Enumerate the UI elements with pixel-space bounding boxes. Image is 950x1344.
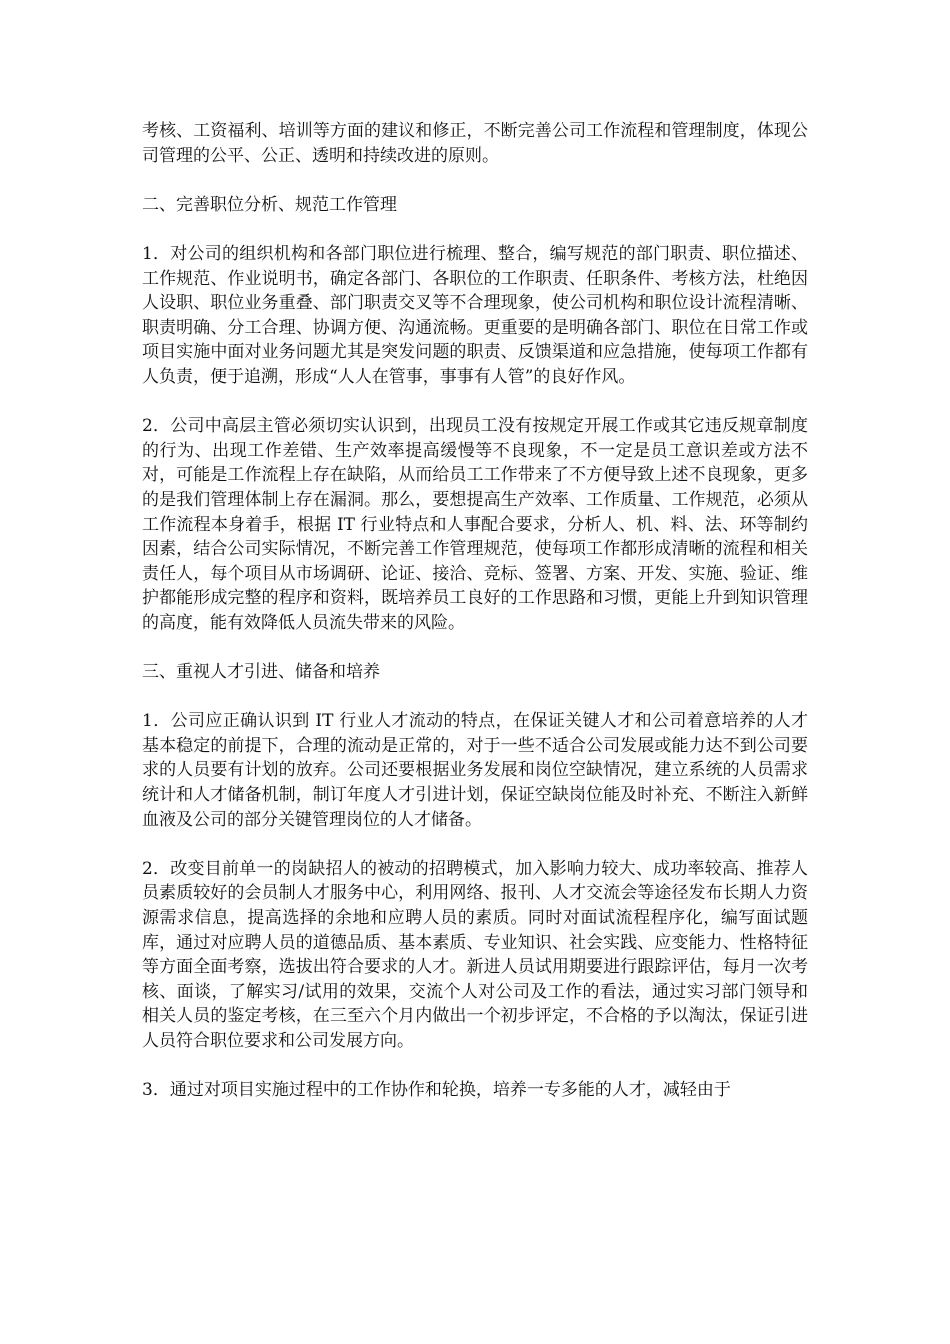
document-page [142, 119, 808, 1127]
section-heading-2: 二、完善职位分析、规范工作管理 [142, 194, 397, 215]
paragraph-intro-continuation: 考核、工资福利、培训等方面的建议和修正，不断完善公司工作流程和管理制度，体现公司管理的公平、公正、透明和持续改进的原则。 [142, 121, 808, 166]
paragraph-3-1: 1．公司应正确认识到 IT 行业人才流动的特点，在保证关键人才和公司着意培养的人才基本稳定的前提下，合理的流动是正常的，对于一些不适合公司发展或能力达不到公司要求的人员要有计划的放弃。公司还要根据业务发展和岗位空缺情况，建立系统的人员需求统计和人才储备机制，制订年度人才引进计划，保证空缺岗位能及时补充、不断注入新鲜血液及公司的部分关键管理岗位的人才储备。 [142, 711, 808, 830]
paragraph-2-1: 1．对公司的组织机构和各部门职位进行梳理、整合，编写规范的部门职责、职位描述、工作规范、作业说明书，确定各部门、各职位的工作职责、任职条件、考核方法，杜绝因人设职、职位业务重叠、部门职责交叉等不合理现象，使公司机构和职位设计流程清晰、职责明确、分工合理、协调方便、沟通流畅。更重要的是明确各部门、职位在日常工作或项目实施中面对业务问题尤其是突发问题的职责、反馈渠道和应急措施，使每项工作都有人负责，便于追溯，形成“人人在管事，事事有人管”的良好作风。 [142, 243, 808, 387]
paragraph-3-3: 3．通过对项目实施过程中的工作协作和轮换，培养一专多能的人才，减轻由于 [142, 1080, 731, 1101]
section-heading-3: 三、重视人才引进、储备和培养 [142, 662, 380, 683]
paragraph-3-2: 2．改变目前单一的岗缺招人的被动的招聘模式，加入影响力较大、成功率较高、推荐人员素质较好的会员制人才服务中心，利用网络、报刊、人才交流会等途径发布长期人力资源需求信息，提高选择的余地和应聘人员的素质。同时对面试流程程序化，编写面试题库，通过对应聘人员的道德品质、基本素质、专业知识、社会实践、应变能力、性格特征等方面全面考察，选拔出符合要求的人才。新进人员试用期要进行跟踪评估，每月一次考核、面谈，了解实习/试用的效果，交流个人对公司及工作的看法，通过实习部门领导和相关人员的鉴定考核，在三至六个月内做出一个初步评定，不合格的予以淘汰，保证引进人员符合职位要求和公司发展方向。 [142, 858, 808, 1051]
paragraph-2-2: 2．公司中高层主管必须切实认识到，出现员工没有按规定开展工作或其它违反规章制度的行为、出现工作差错、生产效率提高缓慢等不良现象，不一定是员工意识差或方法不对，可能是工作流程上存在缺陷，从而给员工工作带来了不方便导致上述不良现象，更多的是我们管理体制上存在漏洞。那么，要想提高生产效率、工作质量、工作规范，必须从工作流程本身着手，根据 IT 行业特点和人事配合要求，分析人、机、料、法、环等制约因素，结合公司实际情况，不断完善工作管理规范，使每项工作都形成清晰的流程和相关责任人，每个项目从市场调研、论证、接洽、竞标、签署、方案、开发、实施、验证、维护都能形成完整的程序和资料，既培养员工良好的工作思路和习惯，更能上升到知识管理的高度，能有效降低人员流失带来的风险。 [142, 416, 808, 633]
